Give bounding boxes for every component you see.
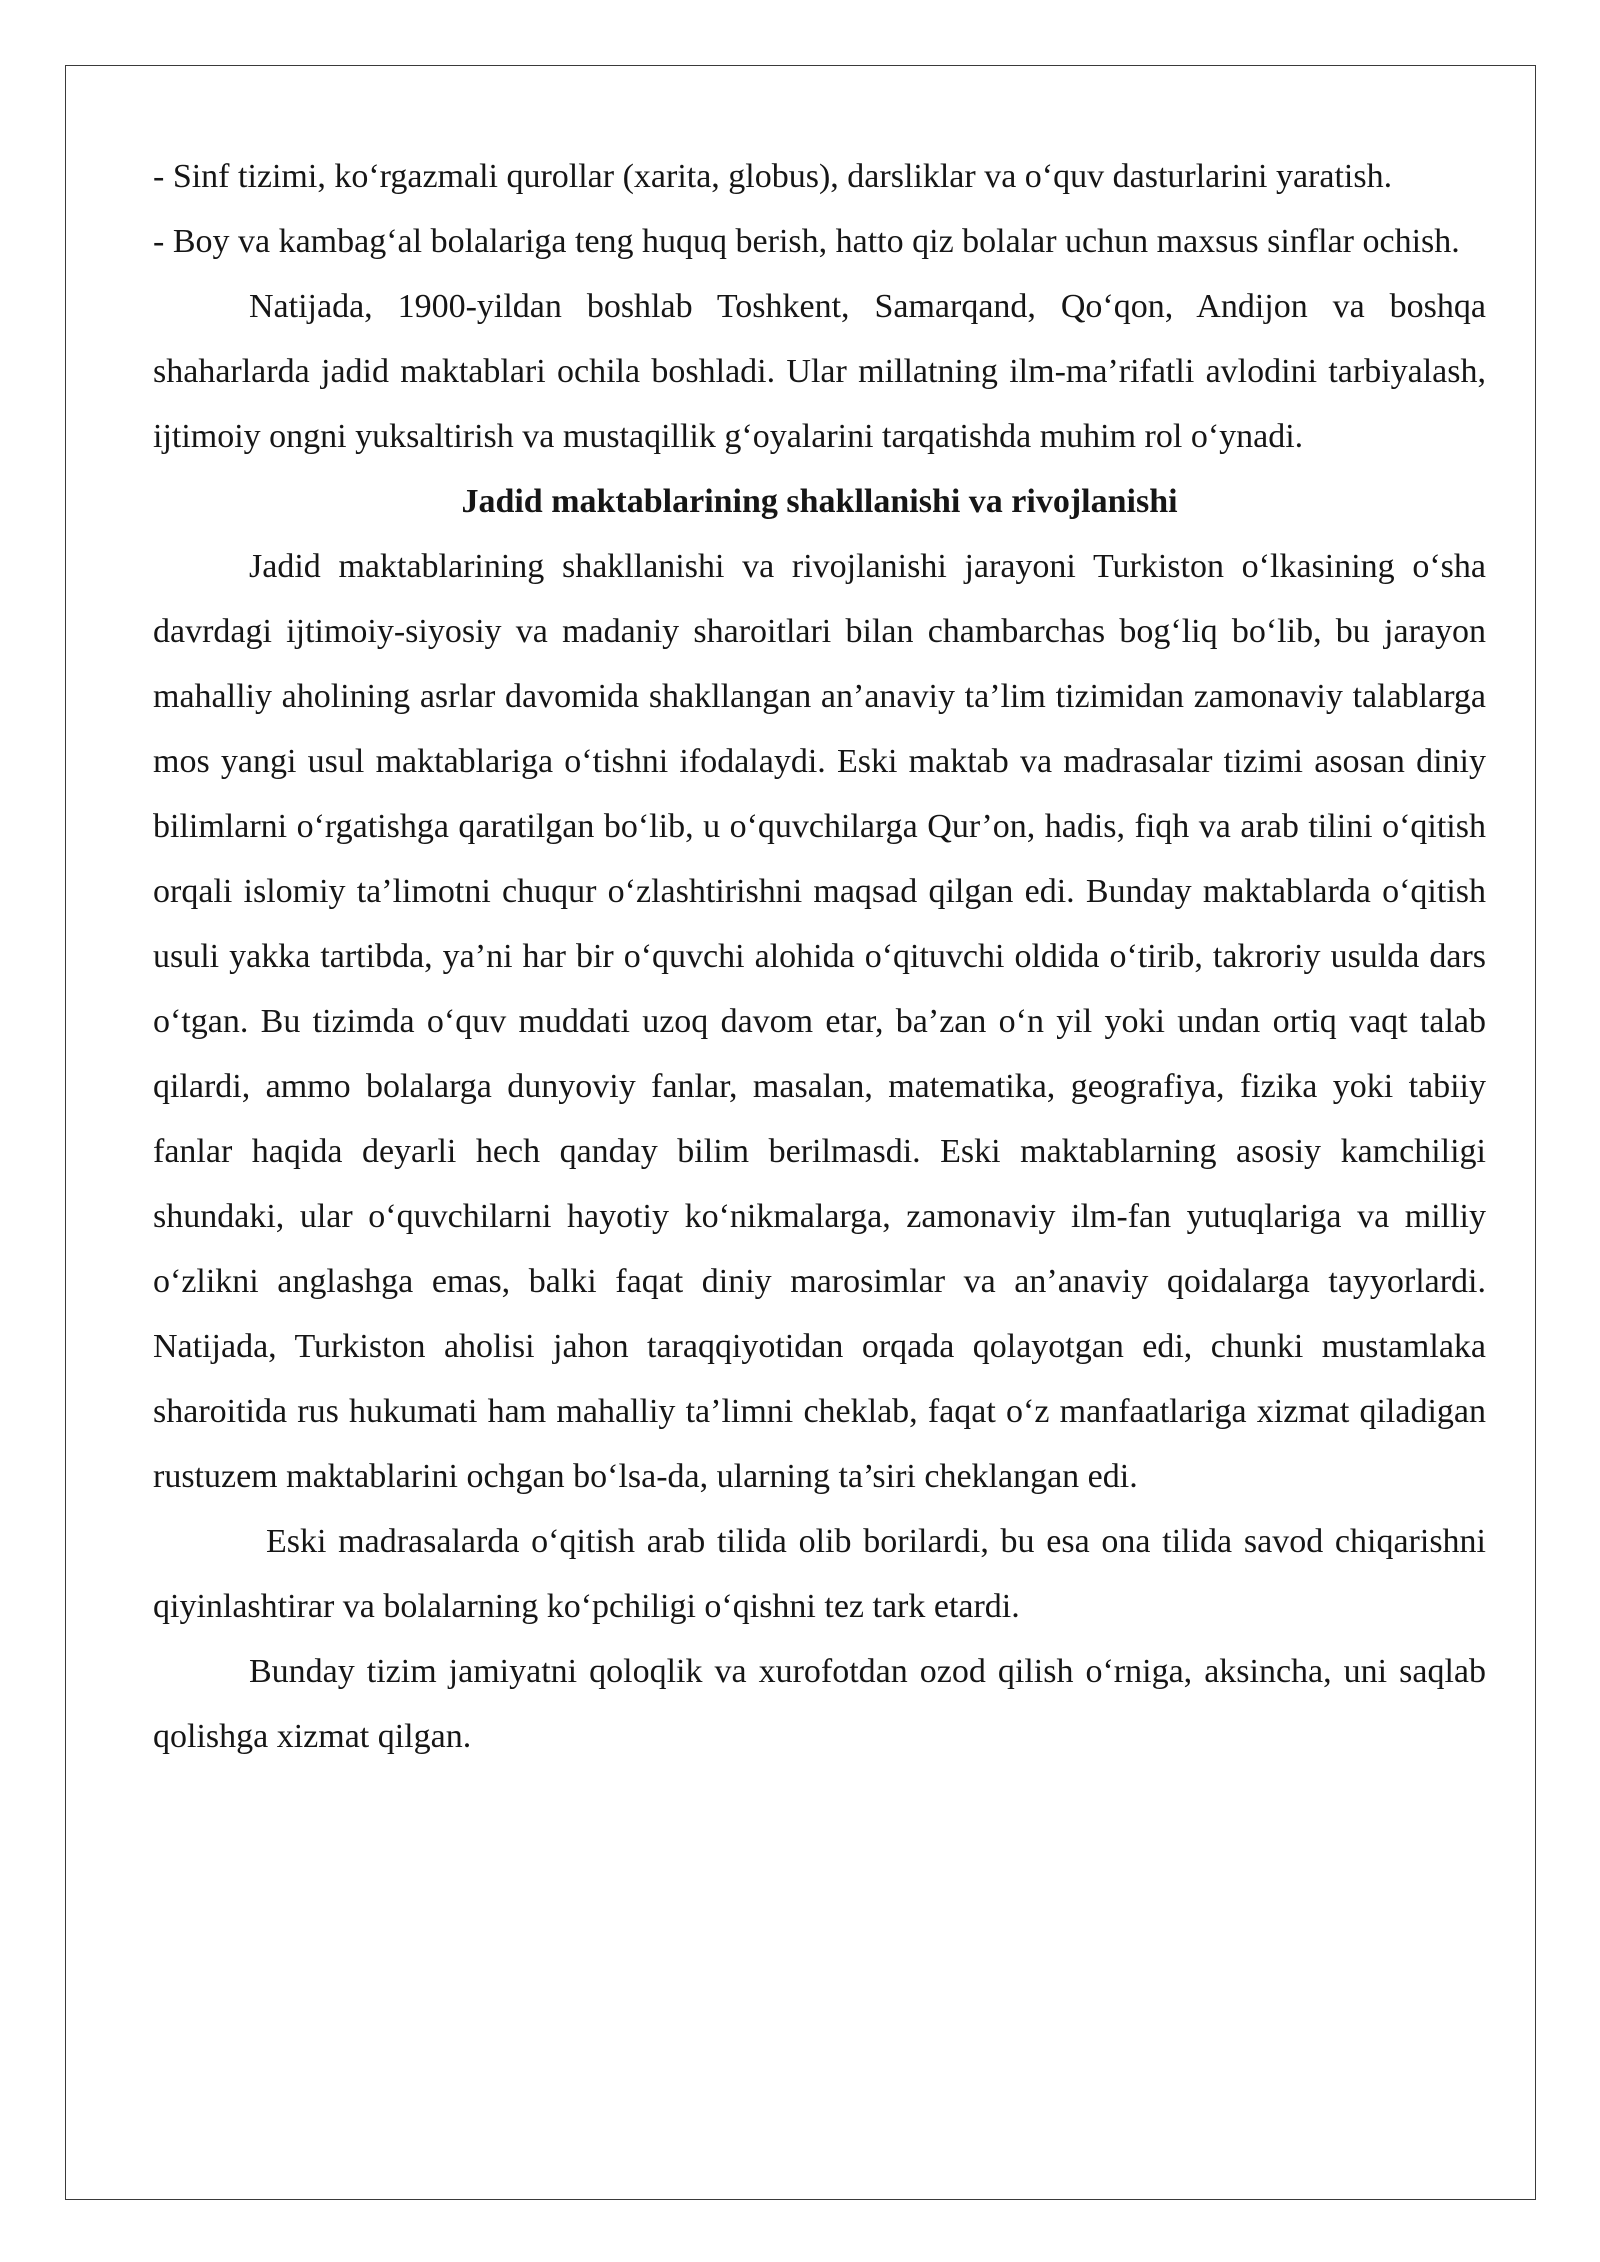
page-content (153, 144, 1486, 1769)
paragraph-conclusion: Bunday tizim jamiyatni qoloqlik va xurofotdan ozod qilish o‘rniga, aksincha, uni saqlab qolishga xizmat qilgan. (153, 1653, 1486, 1755)
list-item-class-system: - Sinf tizimi, ko‘rgazmali qurollar (xarita, globus), darsliklar va o‘quv dasturlarini yaratish. (153, 158, 1393, 195)
paragraph-formation: Jadid maktablarining shakllanishi va rivojlanishi jarayoni Turkiston o‘lkasining o‘sha davrdagi ijtimoiy-siyosiy va madaniy sharoitlari bilan chambarchas bog‘liq bo‘lib, bu jarayon mahalliy aholining asrlar davomida shakllangan an’anaviy ta’lim tizimidan zamonaviy talablarga mos yangi usul maktablariga o‘tishni ifodalaydi. Eski maktab va madrasalar tizimi asosan diniy bilimlarni o‘rgatishga qaratilgan bo‘lib, u o‘quvchilarga Qur’on, hadis, fiqh va arab tilini o‘qitish orqali islomiy ta’limotni chuqur o‘zlashtirishni maqsad qilgan edi. Bunday maktablarda o‘qitish usuli yakka tartibda, ya’ni har bir o‘quvchi alohida o‘qituvchi oldida o‘tirib, takroriy usulda dars o‘tgan. Bu tizimda o‘quv muddati uzoq davom etar, ba’zan o‘n yil yoki undan ortiq vaqt talab qilardi, ammo bolalarga dunyoviy fanlar, masalan, matematika, geografiya, fizika yoki tabiiy fanlar haqida deyarli hech qanday bilim berilmasdi. Eski maktablarning asosiy kamchiligi shundaki, ular o‘quvchilarni hayotiy ko‘nikmalarga, zamonaviy ilm-fan yutuqlariga va milliy o‘zlikni anglashga emas, balki faqat diniy marosimlar va an’anaviy qoidalarga tayyorlardi. Natijada, Turkiston aholisi jahon taraqqiyotidan orqada qolayotgan edi, chunki mustamlaka sharoitida rus hukumati ham mahalliy ta’limni cheklab, faqat o‘z manfaatlariga xizmat qiladigan rustuzem maktablarini ochgan bo‘lsa-da, ularning ta’siri cheklangan edi. (153, 548, 1486, 1495)
paragraph-results: Natijada, 1900-yildan boshlab Toshkent, Samarqand, Qo‘qon, Andijon va boshqa shaharlarda jadid maktablari ochila boshladi. Ular millatning ilm-ma’rifatli avlodini tarbiyalash, ijtimoiy ongni yuksaltirish va mustaqillik g‘oyalarini tarqatishda muhim rol o‘ynadi. (153, 288, 1486, 455)
paragraph-madrasas: Eski madrasalarda o‘qitish arab tilida olib borilardi, bu esa ona tilida savod chiqarishni qiyinlashtirar va bolalarning ko‘pchiligi o‘qishni tez tark etardi. (153, 1523, 1486, 1625)
list-item-equal-rights: - Boy va kambag‘al bolalariga teng huquq berish, hatto qiz bolalar uchun maxsus sinflar ochish. (153, 223, 1460, 260)
section-heading: Jadid maktablarining shakllanishi va rivojlanishi (461, 483, 1178, 520)
